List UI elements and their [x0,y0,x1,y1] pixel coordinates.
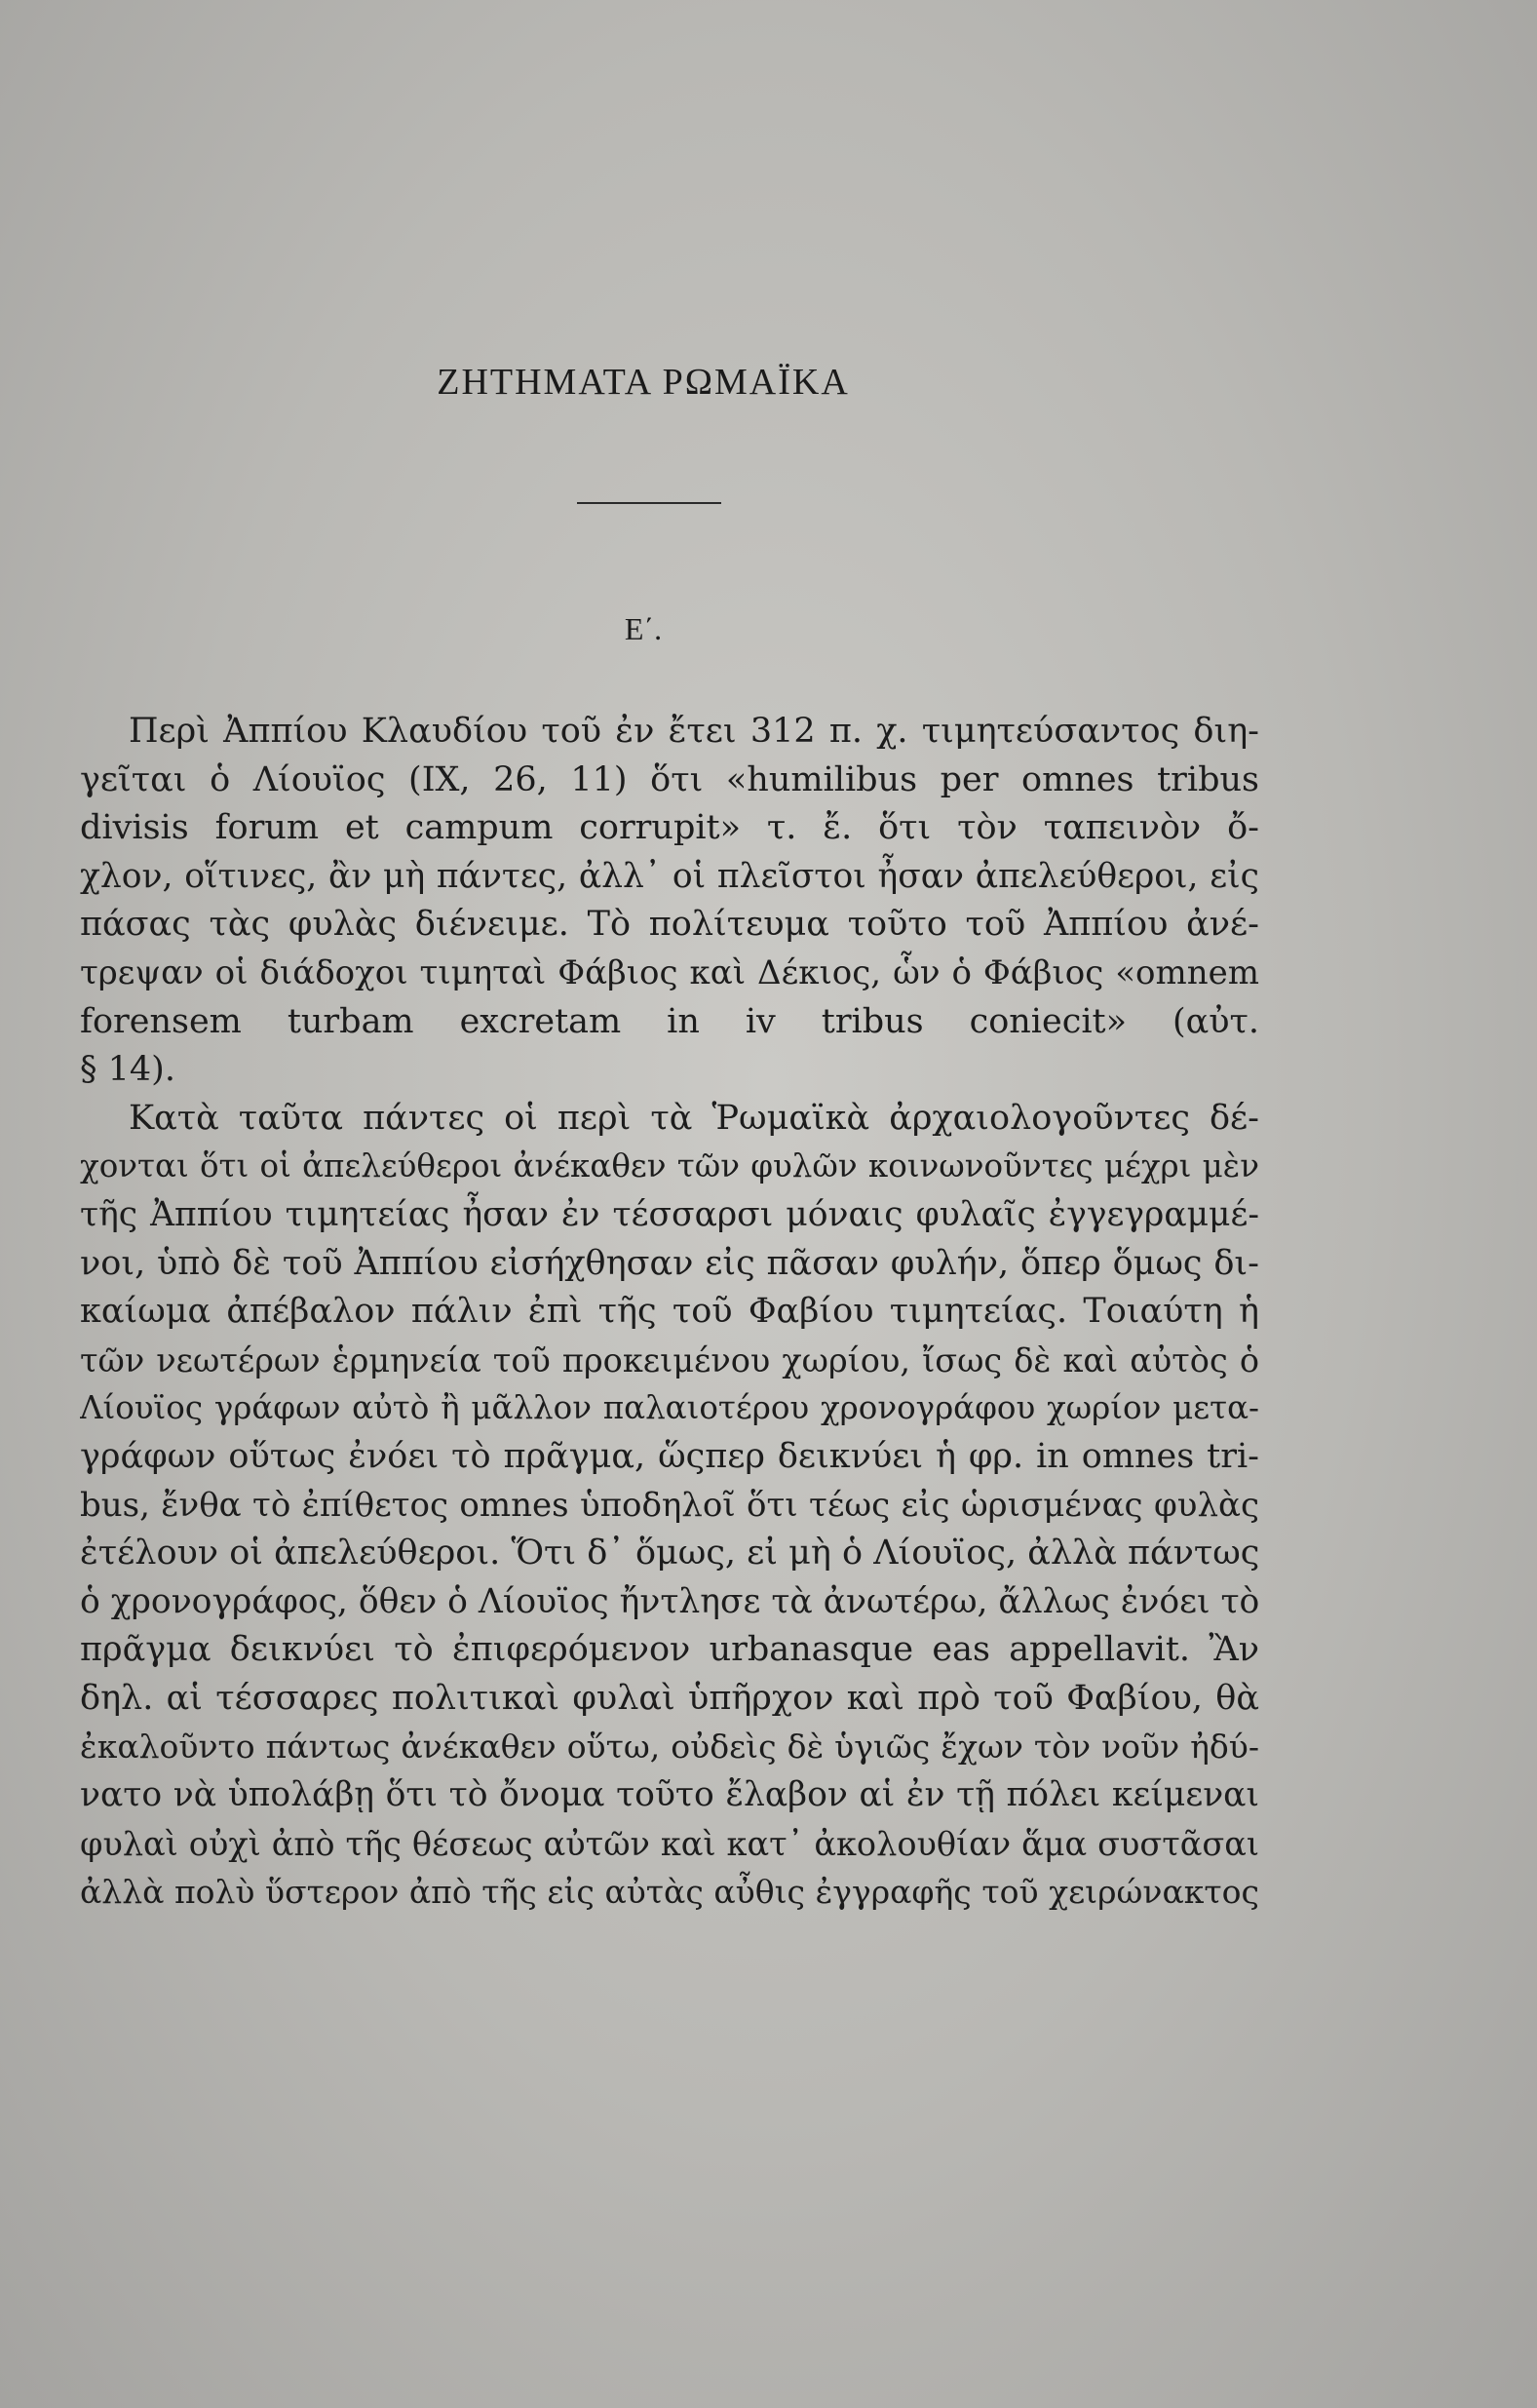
text-line: bus, ἔνθα τὸ ἐπίθετος omnes ὑποδηλοῖ ὅτι τέως εἰς ὡρισμένας φυλὰς [80,1485,1259,1525]
text-line: νατο νὰ ὑπολάβῃ ὅτι τὸ ὄνομα τοῦτο ἔλαβον αἱ ἐν τῇ πόλει κείμεναι [80,1775,1259,1815]
text-line: δηλ. αἱ τέσσαρες πολιτικαὶ φυλαὶ ὑπῆρχον καὶ πρὸ τοῦ Φαβίου, θὰ [80,1678,1259,1718]
text-line: τρεψαν οἱ διάδοχοι τιμηταὶ Φάβιος καὶ Δέκιος, ὧν ὁ Φάβιος «omnem [80,952,1259,992]
page-title: ΖΗΤΗΜΑΤΑ ΡΩΜΑΪΚΑ [437,362,850,403]
text-line: divisis forum et campum corrupit» τ. ἔ. ὅτι τὸν ταπεινὸν ὄ- [80,808,1259,848]
text-line: Λίουϊος γράφων αὐτὸ ἢ μᾶλλον παλαιοτέρου χρονογράφου χωρίον μετα- [80,1389,1259,1427]
text-line: § 14). [80,1050,175,1090]
text-line: ἐκαλοῦντο πάντως ἀνέκαθεν οὕτω, οὐδεὶς δὲ ὑγιῶς ἔχων τὸν νοῦν ἠδύ- [80,1728,1259,1767]
text-line: χονται ὅτι οἱ ἀπελεύθεροι ἀνέκαθεν τῶν φυλῶν κοινωνοῦντες μέχρι μὲν [80,1147,1259,1185]
body-text [80,708,1259,1917]
text-line: καίωμα ἀπέβαλον πάλιν ἐπὶ τῆς τοῦ Φαβίου τιμητείας. Τοιαύτη ἡ [80,1292,1259,1332]
section-number: Ε΄. [624,611,663,646]
text-line: πάσας τὰς φυλὰς διένειμε. Τὸ πολίτευμα τοῦτο τοῦ Ἀππίου ἀνέ- [80,905,1259,945]
text-line: χλον, οἵτινες, ἂν μὴ πάντες, ἀλλ᾽ οἱ πλεῖστοι ἦσαν ἀπελεύθεροι, εἰς [80,856,1259,896]
text-line: νοι, ὑπὸ δὲ τοῦ Ἀππίου εἰσήχθησαν εἰς πᾶσαν φυλήν, ὅπερ ὅμως δι- [80,1243,1259,1283]
text-line: ἐτέλουν οἱ ἀπελεύθεροι. Ὅτι δ᾽ ὅμως, εἰ μὴ ὁ Λίουϊος, ἀλλὰ πάντως [80,1534,1259,1573]
text-line: γράφων οὕτως ἐνόει τὸ πρᾶγμα, ὥςπερ δεικνύει ἡ φρ. in omnes tri- [80,1436,1259,1476]
text-line: τῆς Ἀππίου τιμητείας ἦσαν ἐν τέσσαρσι μόναις φυλαῖς ἐγγεγραμμέ- [80,1194,1259,1234]
title-rule [577,502,721,504]
text-line: φυλαὶ οὐχὶ ἀπὸ τῆς θέσεως αὐτῶν καὶ κατ᾽ ἀκολουθίαν ἅμα συστᾶσαι [80,1824,1259,1863]
text-line: Περὶ Ἀππίου Κλαυδίου τοῦ ἐν ἔτει 312 π. χ. τιμητεύσαντος διη- [129,712,1259,751]
text-line: forensem turbam excretam in iv tribus coniecit» (αὐτ. [80,1001,1259,1041]
text-line: Κατὰ ταῦτα πάντες οἱ περὶ τὰ Ῥωμαϊκὰ ἀρχαιολογοῦντες δέ- [129,1098,1259,1138]
text-line: γεῖται ὁ Λίουϊος (IX, 26, 11) ὅτι «humilibus per omnes tribus [80,759,1259,799]
text-line: πρᾶγμα δεικνύει τὸ ἐπιφερόμενον urbanasque eas appellavit. Ἂν [80,1630,1259,1670]
text-line: ὁ χρονογράφος, ὅθεν ὁ Λίουϊος ἤντλησε τὰ ἀνωτέρω, ἄλλως ἐνόει τὸ [80,1581,1259,1621]
text-line: ἀλλὰ πολὺ ὕστερον ἀπὸ τῆς εἰς αὐτὰς αὖθις ἐγγραφῆς τοῦ χειρώνακτος [80,1873,1259,1912]
text-line: τῶν νεωτέρων ἑρμηνεία τοῦ προκειμένου χωρίου, ἴσως δὲ καὶ αὐτὸς ὁ [80,1340,1259,1379]
